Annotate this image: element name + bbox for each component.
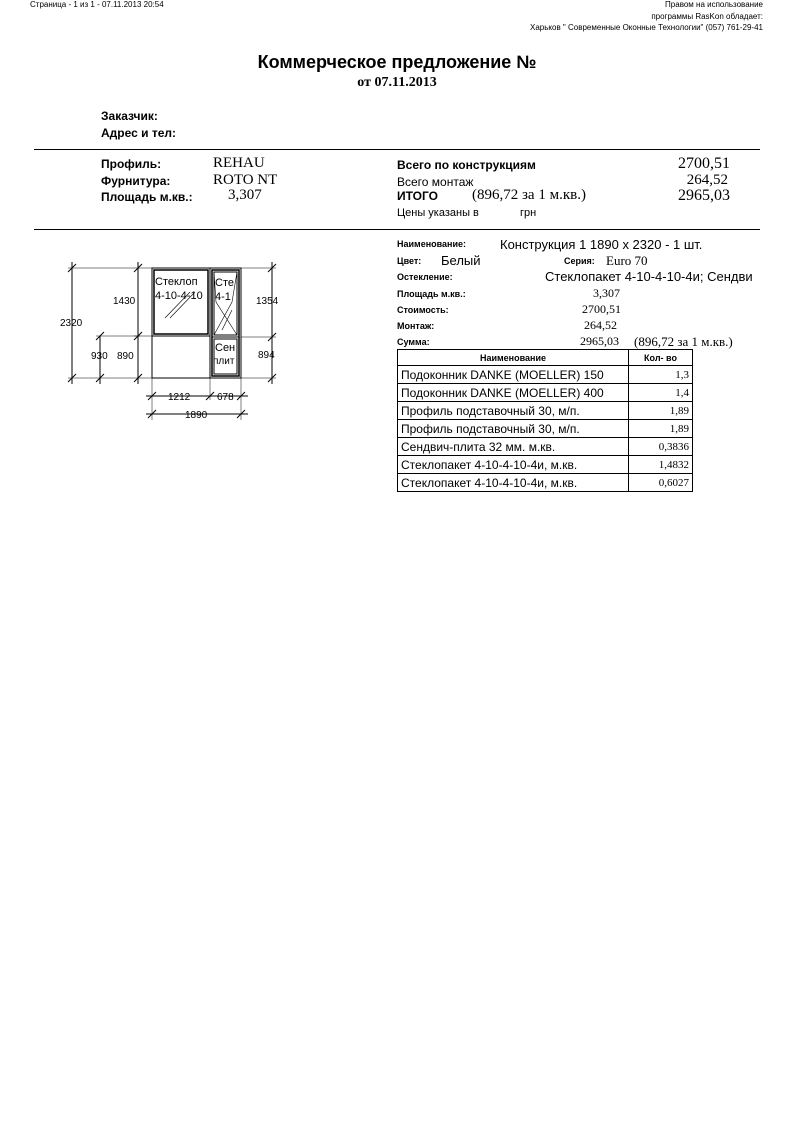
item-qty: 0,6027 — [629, 474, 693, 492]
dim-window-width: 1212 — [168, 392, 191, 403]
item-qty: 1,89 — [629, 402, 693, 420]
sum-label: Сумма: — [397, 337, 430, 347]
item-name: Стеклопакет 4-10-4-10-4и, м.кв. — [398, 474, 629, 492]
column-header-name: Наименование — [398, 350, 629, 366]
hardware-value: ROTO NT — [213, 172, 278, 188]
window-glass-line-2: 4-10-4-10 — [155, 290, 203, 302]
table-row — [398, 366, 693, 384]
address-label: Адрес и тел: — [101, 126, 177, 140]
dim-door-width: 678 — [217, 392, 234, 403]
page-title: Коммерческое предложение № — [257, 52, 537, 72]
item-qty: 0,3836 — [629, 438, 693, 456]
company-line: Харьков " Современные Оконные Технологии" (057) 761-29-41 — [530, 23, 763, 32]
door-panel-line-2: плит — [213, 356, 235, 367]
item-name: Подоконник DANKE (MOELLER) 150 — [398, 366, 629, 384]
table-row — [398, 420, 693, 438]
total-per-sqm: (896,72 за 1 м.кв.) — [472, 187, 586, 203]
installation-value: 264,52 — [686, 172, 728, 188]
dim-total-width: 1890 — [185, 410, 208, 421]
sum-value: 2965,03 — [580, 334, 619, 348]
dim-lower-890: 890 — [117, 351, 134, 362]
construction-name-value: Конструкция 1 1890 x 2320 - 1 шт. — [500, 237, 703, 252]
item-name: Профиль подставочный 30, м/п. — [398, 420, 629, 438]
construction-drawing — [0, 0, 400, 440]
profile-label: Профиль: — [101, 157, 162, 171]
prices-in-label: Цены указаны в — [397, 207, 479, 219]
construction-area-value: 3,307 — [593, 286, 620, 300]
column-header-qty: Кол- во — [629, 350, 693, 366]
customer-label: Заказчик: — [101, 109, 158, 123]
install-label: Монтаж: — [397, 321, 435, 331]
total-constructions-label: Всего по конструкциям — [397, 158, 536, 172]
item-name: Стеклопакет 4-10-4-10-4и, м.кв. — [398, 456, 629, 474]
door-glass-line-1: Сте — [215, 277, 234, 289]
total-constructions-value: 2700,51 — [678, 155, 730, 172]
currency-label: грн — [520, 207, 537, 219]
window-glass-line-1: Стеклоп — [155, 276, 198, 288]
color-value: Белый — [441, 253, 481, 268]
item-name: Сендвич-плита 32 мм. м.кв. — [398, 438, 629, 456]
item-name: Подоконник DANKE (MOELLER) 400 — [398, 384, 629, 402]
total-label: ИТОГО — [397, 189, 438, 203]
area-label: Площадь м.кв.: — [101, 190, 193, 204]
door-glass-line-2: 4-1 — [215, 291, 231, 303]
dim-window-height: 1430 — [113, 296, 136, 307]
profile-value: REHAU — [213, 155, 265, 171]
cost-label: Стоимость: — [397, 305, 449, 315]
cost-value: 2700,51 — [582, 302, 621, 316]
table-row — [398, 456, 693, 474]
total-value: 2965,03 — [678, 187, 730, 204]
item-name: Профиль подставочный 30, м/п. — [398, 402, 629, 420]
page-date: от 07.11.2013 — [357, 75, 437, 90]
dim-sill-height: 930 — [91, 351, 108, 362]
dim-door-bottom: 894 — [258, 350, 275, 361]
install-value: 264,52 — [584, 318, 617, 332]
item-qty: 1,3 — [629, 366, 693, 384]
hardware-label: Фурнитура: — [101, 174, 171, 188]
glazing-label: Остекление: — [397, 272, 453, 282]
construction-area-label: Площадь м.кв.: — [397, 289, 466, 299]
series-label: Серия: — [564, 256, 595, 266]
items-table — [397, 349, 693, 492]
table-row — [398, 438, 693, 456]
dim-door-top: 1354 — [256, 296, 279, 307]
sum-per-sqm: (896,72 за 1 м.кв.) — [634, 334, 733, 349]
glazing-value: Стеклопакет 4-10-4-10-4и; Сендви — [545, 269, 753, 284]
table-row — [398, 402, 693, 420]
dim-total-height: 2320 — [60, 318, 83, 329]
installation-label: Всего монтаж — [397, 175, 474, 189]
table-row — [398, 474, 693, 492]
item-qty: 1,4832 — [629, 456, 693, 474]
items-table-header — [398, 350, 693, 366]
copyright-line-1: Правом на использование — [665, 0, 763, 9]
page-info: Страница - 1 из 1 - 07.11.2013 20:54 — [30, 0, 164, 9]
area-value: 3,307 — [228, 187, 262, 203]
series-value: Euro 70 — [606, 253, 648, 268]
color-label: Цвет: — [397, 256, 422, 266]
door-panel-line-1: Сен — [215, 342, 236, 354]
table-row — [398, 384, 693, 402]
copyright-line-2: программы RasKon обладает: — [651, 12, 763, 21]
construction-name-label: Наименование: — [397, 239, 467, 249]
item-qty: 1,4 — [629, 384, 693, 402]
item-qty: 1,89 — [629, 420, 693, 438]
